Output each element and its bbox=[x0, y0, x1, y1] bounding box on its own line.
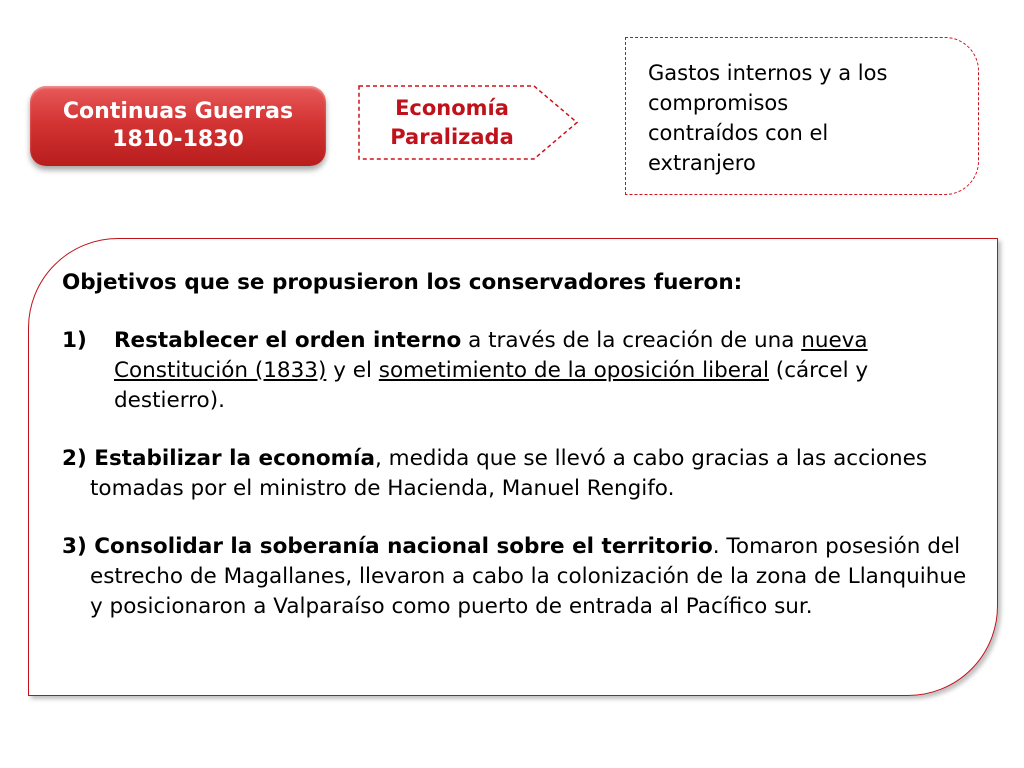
objective-2: 2) Estabilizar la economía, medida que se llevó a cabo gracias a las acciones tomadas por el ministro de Hacienda, Manuel Rengifo. bbox=[62, 446, 928, 501]
objectives-heading: Objetivos que se propusieron los conservadores fueron: bbox=[62, 270, 743, 295]
economy-paralyzed-label: Economía Paralizada bbox=[390, 96, 514, 149]
expenses-box: Gastos internos y a los compromisos contraídos con el extranjero bbox=[625, 37, 979, 195]
objective-3: 3) Consolidar la soberanía nacional sobre el territorio. Tomaron posesión del estrecho de Magallanes, llevaron a cabo la colonización de la zona de Llanquihue y posicionaron a Valparaíso como puerto de entrada al Pacífico sur. bbox=[62, 534, 967, 619]
wars-box-title: Continuas Guerras bbox=[62, 99, 294, 124]
wars-box-years: 1810-1830 bbox=[112, 127, 244, 152]
continuous-wars-box bbox=[30, 86, 326, 166]
objective-1: 1) Restablecer el orden interno a través de la creación de una nueva Constitución (1833) y el sometimiento de la oposición liberal (cárcel y destierro). bbox=[62, 328, 869, 413]
objectives-content bbox=[62, 268, 972, 622]
